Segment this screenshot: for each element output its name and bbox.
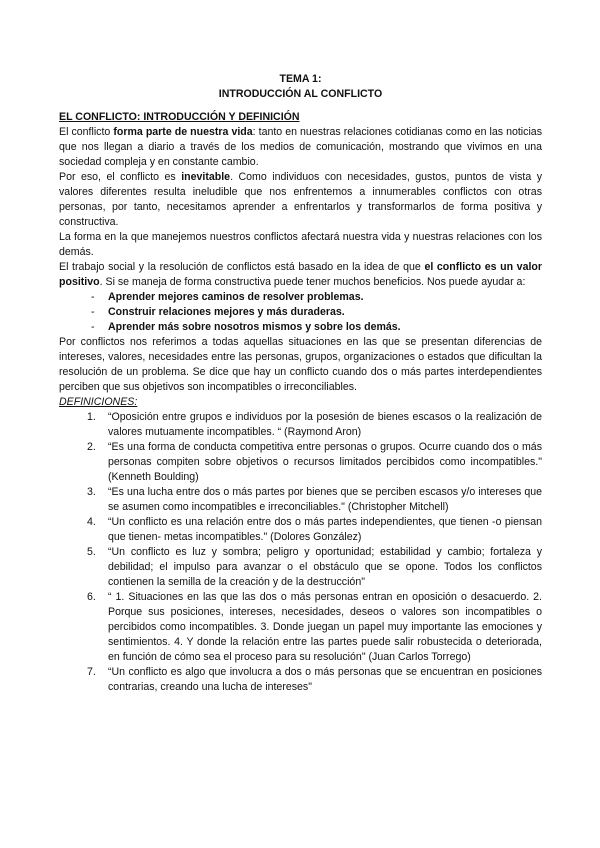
item-text: “Un conflicto es algo que involucra a dos o más personas que se encuentran en posiciones contrarias, creando una lucha de intereses" [108,666,542,693]
section-heading: EL CONFLICTO: INTRODUCCIÓN Y DEFINICIÓN [59,111,300,123]
item-number: 3. [87,486,96,498]
item-text: “Es una lucha entre dos o más partes por bienes que se perciben escasos y/o intereses que se asumen como incompatibles e irreconciliables." (Christopher Mitchell) [108,486,542,513]
paragraph-relations: La forma en la que manejemos nuestros conflictos afectará nuestra vida y nuestras relaciones con los demás. [59,231,542,258]
definitions-heading: DEFINICIONES: [59,396,138,408]
list-item [59,665,542,695]
text: El conflicto [59,126,114,138]
item-text: “Un conflicto es una relación entre dos o más partes independientes, que tienen -o piensan que tienen- metas incompatibles." (Dolores González) [108,516,542,543]
paragraph-intro [59,125,542,170]
list-item: - Aprender mejores caminos de resolver problemas. [59,290,542,305]
definitions-list [59,410,542,695]
text: El trabajo social y la resolución de conflictos está basado en la idea de que [59,261,425,273]
list-item: - Construir relaciones mejores y más duraderas. [59,305,542,320]
item-number: 1. [87,411,96,423]
list-item [59,485,542,515]
item-number: 5. [87,546,96,558]
item-text: “Es una forma de conducta competitiva entre personas o grupos. Ocurre cuando dos o más personas compiten sobre objetivos o recursos limitados percibidos como incompatibles." (Kenneth Boulding) [108,441,542,483]
list-item: - Aprender más sobre nosotros mismos y sobre los demás. [59,320,542,335]
item-text: “Oposición entre grupos e individuos por la posesión de bienes escasos o la realización de valores mutuamente incompatibles. “ (Raymond Aron) [108,411,542,438]
item-number: 4. [87,516,96,528]
list-item [59,440,542,485]
item-text: “ 1. Situaciones en las que las dos o más personas entran en oposición o desacuerdo. 2. Porque sus posiciones, intereses, necesidades, deseos o valores son incompatibles o percibidos como incompatibles. 3. Donde juegan un papel muy importante las emociones y sentimientos. 4. Y donde la relación entre las partes puede salir robustecida o deteriorada, en función de cómo sea el proceso para su resolución" (Juan Carlos Torrego) [108,591,542,663]
bold-text: inevitable [181,171,231,183]
document-page [59,72,542,695]
text: : tanto en nuestras relaciones cotidianas como en las noticias que nos llegan a diario a través de los medios de comunicación, mostrando que vivimos en una sociedad compleja y en constante cambio. [59,126,542,168]
item-number: 7. [87,666,96,678]
item-number: 6. [87,591,96,603]
item-text: “Un conflicto es luz y sombra; peligro y oportunidad; estabilidad y cambio; fortaleza y debilidad; el impulso para avanzar o el obstáculo que se opone. Todos los conflictos contienen la semilla de la creación y de la destrucción" [108,546,542,588]
paragraph-inevitable [59,170,542,230]
document-title: INTRODUCCIÓN AL CONFLICTO [218,88,383,100]
list-item [59,545,542,590]
text: Por eso, el conflicto es [59,171,182,183]
list-item [59,590,542,665]
paragraph-definition-general: Por conflictos nos referimos a todas aquellas situaciones en las que se presentan diferencias de intereses, valores, necesidades entre las personas, grupos, organizaciones o estados que dificultan la resolución de un problema. Se dice que hay un conflicto cuando dos o más partes interdependientes perciben que sus objetivos son incompatibles o irreconciliables. [59,336,542,393]
benefits-list [59,290,542,335]
bold-text: forma parte de nuestra vida [113,126,253,138]
text: . Si se maneja de forma constructiva puede tener muchos beneficios. Nos puede ayudar a: [99,276,526,288]
item-number: 2. [87,441,96,453]
bold-text: el conflicto es un valor positivo [59,261,542,288]
list-item [59,515,542,545]
text: . Como individuos con necesidades, gustos, puntos de vista y valores diferentes resulta ineludible que nos enfrentemos a innumerables conflictos con otras personas, por tanto, necesitamos aprender a enfrentarlos y transformarlos de forma positiva y constructiva. [59,171,542,228]
list-item [59,410,542,440]
topic-number: TEMA 1: [279,73,322,85]
paragraph-positive-value [59,260,542,290]
